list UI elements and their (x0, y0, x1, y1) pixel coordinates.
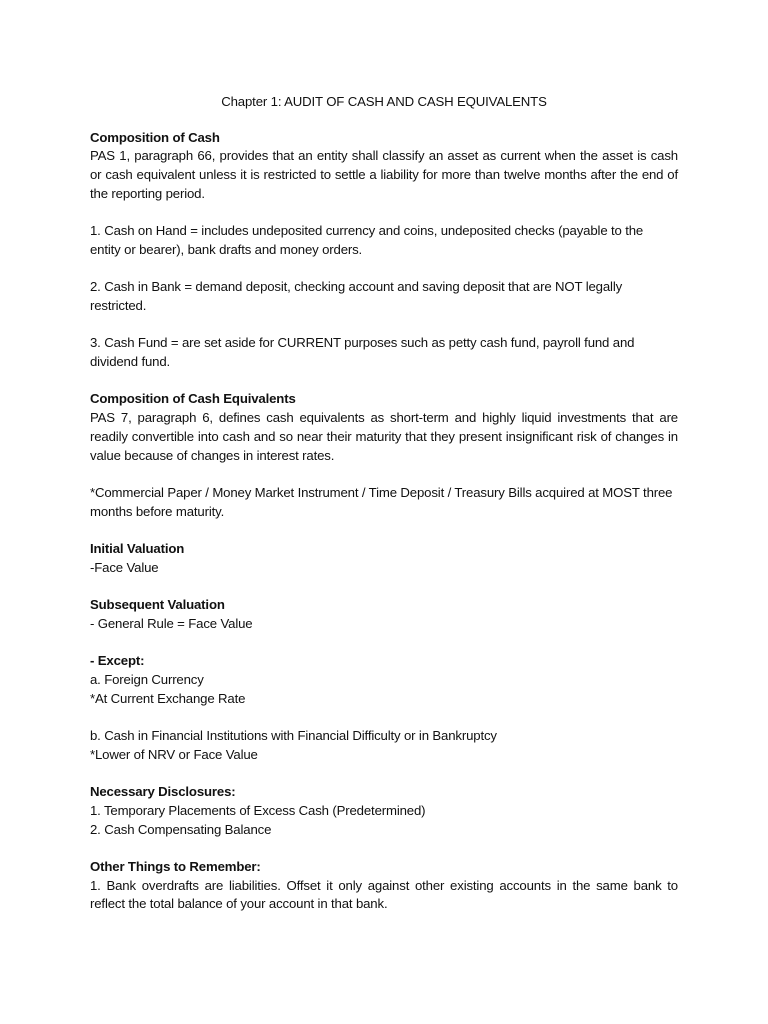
cash-on-hand-line-2: entity or bearer), bank drafts and money orders. (90, 241, 363, 257)
disclosure-item-1: 1. Temporary Placements of Excess Cash (Predetermined) (90, 802, 426, 818)
foreign-currency-rate-line: *At Current Exchange Rate (90, 690, 246, 706)
section-heading-composition-of-cash-equivalents: Composition of Cash Equivalents (90, 391, 296, 407)
composition-of-cash-paragraph: PAS 1, paragraph 66, provides that an entity shall classify an asset as current when the asset is cash or cash equivalent unless it is restricted to settle a liability for more than twelve months after the end of the reporting period. (90, 148, 678, 201)
cash-in-bank-line-2: restricted. (90, 298, 147, 313)
cash-equivalents-note: *Commercial Paper / Money Market Instrument / Time Deposit / Treasury Bills acquired at MOST three months before maturity. (90, 484, 673, 519)
foreign-currency-line: a. Foreign Currency (90, 671, 204, 687)
page-title: Chapter 1: AUDIT OF CASH AND CASH EQUIVALENTS (221, 94, 547, 109)
initial-valuation-line: -Face Value (90, 559, 159, 575)
cash-equivalents-paragraph: PAS 7, paragraph 6, defines cash equivalents as short-term and highly liquid investments that are readily convertible into cash and so near their maturity that they present insignificant risk of changes in value because of changes in interest rates. (90, 410, 678, 463)
disclosure-item-2: 2. Cash Compensating Balance (90, 821, 272, 837)
section-heading-necessary-disclosures: Necessary Disclosures: (90, 784, 236, 800)
section-heading-subsequent-valuation: Subsequent Valuation (90, 597, 225, 613)
document-page (90, 93, 678, 914)
remember-item-1: 1. Bank overdrafts are liabilities. Offset it only against other existing accounts in the same bank to reflect the total balance of your account in that bank. (90, 877, 678, 912)
section-heading-other-things: Other Things to Remember: (90, 858, 261, 874)
section-heading-initial-valuation: Initial Valuation (90, 541, 185, 557)
except-label: - Except: (90, 653, 145, 669)
section-heading-composition-of-cash: Composition of Cash (90, 129, 220, 145)
lower-of-nrv-line: *Lower of NRV or Face Value (90, 746, 258, 762)
cash-on-hand-line-1: 1. Cash on Hand = includes undeposited currency and coins, undeposited checks (payable to the (90, 223, 644, 239)
general-rule-line: - General Rule = Face Value (90, 615, 253, 631)
cash-fund-line-2: dividend fund. (90, 354, 171, 370)
cash-in-bank-line-1: 2. Cash in Bank = demand deposit, checking account and saving deposit that are NOT legally (90, 279, 623, 295)
financial-difficulty-line: b. Cash in Financial Institutions with Financial Difficulty or in Bankruptcy (90, 728, 497, 744)
cash-fund-line-1: 3. Cash Fund = are set aside for CURRENT purposes such as petty cash fund, payroll fund and (90, 335, 635, 351)
